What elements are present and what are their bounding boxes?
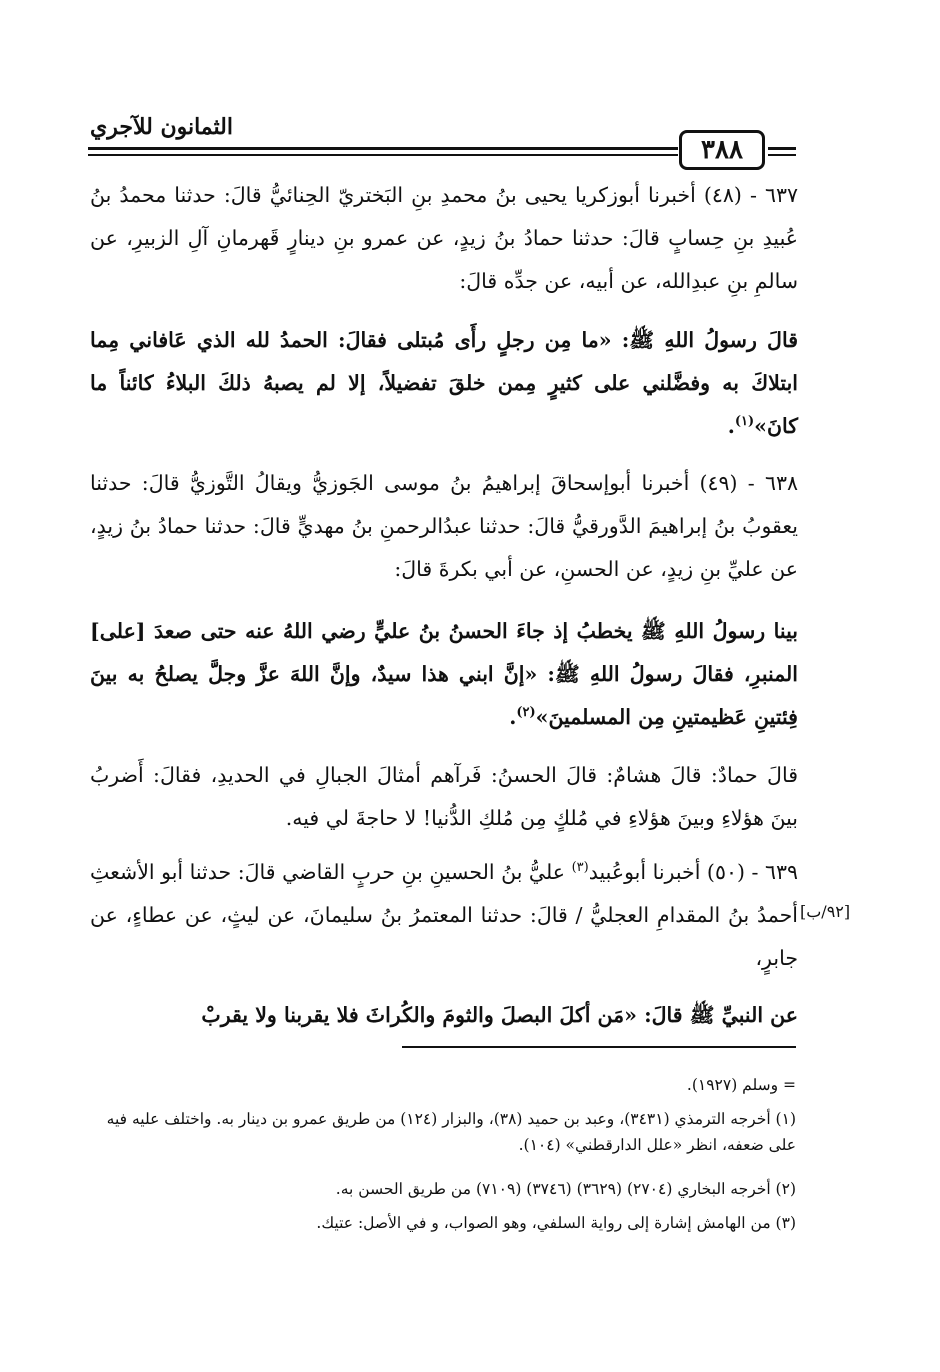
footnote-1: (١) أخرجه الترمذي (٣٤٣١)، وعبد بن حميد (٣٨)، والبزار (١٢٤) من طريق عمرو بن دينار به. واختلف عليه فيه على ضعفه، انظر «علل الدارقطني» (١٠٤). (106, 1110, 796, 1154)
isnad-text-cont: عليُّ بنُ الحسينِ بنِ حربٍ القاضي قالَ: حدثنا أبو الأشعثِ أحمدُ بنُ المقدامِ العجليُّ / قالَ: حدثنا المعتمرُ بنُ سليمانَ، عن ليثٍ، عن عطاءٍ، عن جابرٍ، (90, 860, 798, 970)
isnad-text: ٦٣٩ - (٥٠) أخبرنا أبوعُبيد (588, 860, 798, 884)
footnote-ref-1: (١) (734, 414, 755, 430)
paragraph-text: ٦٣٨ - (٤٩) أخبرنا أبوإسحاقَ إبراهيمُ بنُ موسى الجَوزيُّ ويقالُ التَّوزيُّ قالَ: حدثنا يعقوبُ بنُ إبراهيمَ الدَّورقيُّ قالَ: حدثنا عبدُالرحمنِ بنُ مهديٍّ قالَ: حدثنا حمادُ بنُ زيدٍ، عن عليِّ بنِ زيدٍ، عن الحسنِ، عن أبي بكرةَ قالَ: (90, 471, 798, 581)
hadith-639-isnad (90, 851, 798, 980)
paragraph-text (90, 319, 798, 448)
paragraph-text: ٦٣٧ - (٤٨) أخبرنا أبوزكريا يحيى بنُ محمدِ بنِ البَختريّ الحِنائيُّ قالَ: حدثنا محمدُ بنُ عُبيدِ بنِ حِسابٍ قالَ: حدثنا حمادُ بنُ زيدٍ، عن عمرو بنِ دينارٍ قَهرمانِ آلِ الزبيرِ، عن سالمِ بنِ عبدِالله، عن أبيه، عن جدِّه قالَ: (90, 183, 798, 293)
paragraph-text: عن النبيِّ ﷺ قالَ: «مَن أكلَ البصلَ والثومَ والكُراثَ فلا يقربنا ولا يقربْ (201, 1003, 798, 1027)
matn-text: قالَ رسولُ اللهِ ﷺ: «ما مِن رجلٍ رأَى مُبتلى فقالَ: الحمدُ لله الذي عَافاني مِما ابتلاكَ به وفضَّلني على كثيرٍ مِمن خلقَ تفضيلاً، إلا لم يصبهُ ذلكَ البلاءُ كائناً ما كانَ» (90, 328, 798, 438)
matn-text: بينا رسولُ اللهِ ﷺ يخطبُ إذ جاءَ الحسنُ بنُ عليٍّ رضي اللهُ عنه حتى صعدَ [على] المنبرِ، فقالَ رسولُ اللهِ ﷺ: «إنَّ ابني هذا سيدٌ، وإنَّ اللهَ عزَّ وجلَّ يصلحُ به بينَ فِئتينِ عَظيمتينِ مِن المسلمينَ» (90, 619, 798, 729)
hadith-639-matn (90, 994, 798, 1037)
sentence-end: . (727, 414, 735, 438)
footnote-ref-3: (٣) (571, 860, 589, 876)
header-rule-right (768, 147, 796, 150)
footnote-ref-2: (٢) (516, 705, 536, 721)
header-rule (88, 147, 678, 150)
hadith-638-isnad (90, 462, 798, 591)
hadith-637-isnad (90, 174, 798, 303)
hadith-638-matn (90, 610, 798, 739)
page-number: ٣٨٨ (701, 135, 743, 165)
header-rule-right-thin (768, 154, 796, 156)
running-header-title: الثمانون للآجري (90, 114, 233, 140)
paragraph-text (90, 610, 798, 739)
hadith-638-addendum (90, 754, 798, 840)
footnote-2: (٢) أخرجه البخاري (٢٧٠٤) (٣٦٢٩) (٣٧٤٦) (٧١٠٩) من طريق الحسن به. (335, 1180, 796, 1198)
manuscript-folio-marker: [٩٢/ب] (800, 902, 851, 921)
paragraph-text: قالَ حمادٌ: قالَ هشامٌ: قالَ الحسنُ: فَرآهم أمثالَ الجبالِ في الحديدِ، فقالَ: أَضربُ بينَ هؤلاءِ وبينَ هؤلاءِ في مُلكٍ مِن مُلكِ الدُّنيا! لا حاجةَ لي فيه. (90, 763, 798, 830)
sentence-end: . (509, 705, 517, 729)
header-rule-thin (88, 154, 678, 156)
footnote-separator (402, 1046, 796, 1048)
paragraph-text (90, 851, 798, 980)
page-number-box (679, 130, 765, 170)
footnote-continuation: = وسلم (١٩٢٧). (686, 1076, 796, 1094)
footnote-3: (٣) من الهامش إشارة إلى رواية السلفي، وهو الصواب، و في الأصل: عتيك. (316, 1214, 796, 1232)
hadith-637-matn (90, 319, 798, 448)
